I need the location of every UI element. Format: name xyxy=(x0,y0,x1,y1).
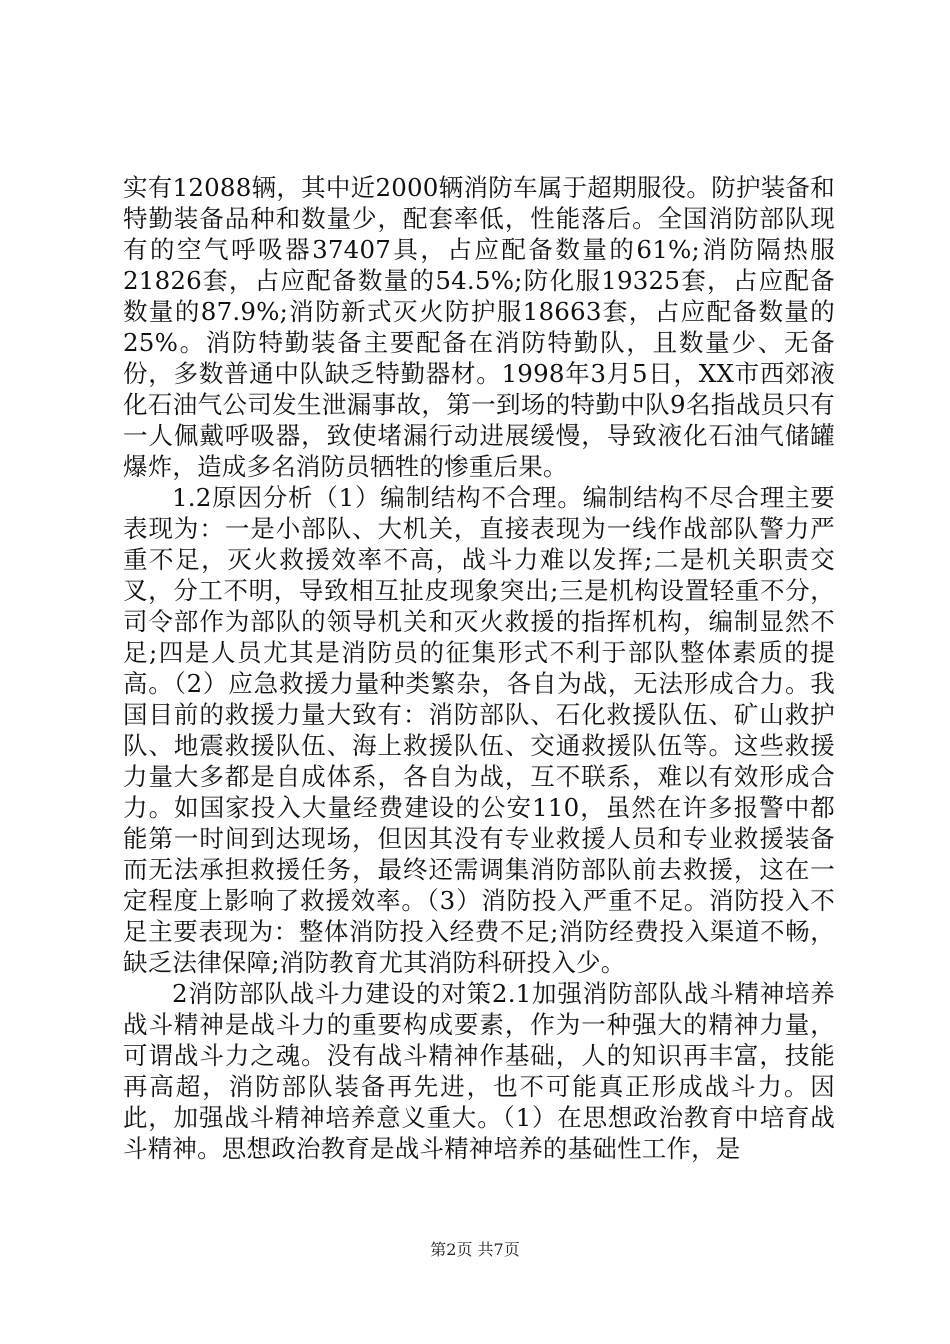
paragraph-cause-analysis: 1.2原因分析（1）编制结构不合理。编制结构不尽合理主要表现为：一是小部队、大机关，直接表现为一线作战部队警力严重不足，灭火救援效率不高，战斗力难以发挥;二是机关职责交叉，分工不明，导致相互扯皮现象突出;三是机构设置轻重不分，司令部作为部队的领导机关和灭火救援的指挥机构，编制显然不足;四是人员尤其是消防员的征集形式不利于部队整体素质的提高。（2）应急救援力量种类繁杂，各自为战，无法形成合力。我国目前的救援力量大致有：消防部队、石化救援队伍、矿山救护队、地震救援队伍、海上救援队伍、交通救援队伍等。这些救援力量大多都是自成体系，各自为战，互不联系，难以有效形成合力。如国家投入大量经费建设的公安110，虽然在许多报警中都能第一时间到达现场，但因其没有专业救援人员和专业救援装备而无法承担救援任务，最终还需调集消防部队前去救援，这在一定程度上影响了救援效率。（3）消防投入严重不足。消防投入不足主要表现为：整体消防投入经费不足;消防经费投入渠道不畅，缺乏法律保障;消防教育尤其消防科研投入少。 xyxy=(123,483,835,977)
document-body xyxy=(123,172,835,1164)
paragraph-equipment-shortage: 实有12088辆，其中近2000辆消防车属于超期服役。防护装备和特勤装备品种和数量少，配套率低，性能落后。全国消防部队现有的空气呼吸器37407具，占应配备数量的61%;消防隔热服21826套，占应配备数量的54.5%;防化服19325套，占应配备数量的87.9%;消防新式灭火防护服18663套，占应配备数量的25%。消防特勤装备主要配备在消防特勤队，且数量少、无备份，多数普通中队缺乏特勤器材。1998年3月5日，XX市西郊液化石油气公司发生泄漏事故，第一到场的特勤中队9名指战员只有一人佩戴呼吸器，致使堵漏行动进展缓慢，导致液化石油气储罐爆炸，造成多名消防员牺牲的惨重后果。 xyxy=(123,173,835,481)
page-footer xyxy=(0,1240,950,1260)
page-number-label: 第2页 共7页 xyxy=(430,1240,520,1259)
paragraph-countermeasures: 2消防部队战斗力建设的对策2.1加强消防部队战斗精神培养战斗精神是战斗力的重要构成要素，作为一种强大的精神力量，可谓战斗力之魂。没有战斗精神作基础，人的知识再丰富，技能再高超，消防部队装备再先进，也不可能真正形成战斗力。因此，加强战斗精神培养意义重大。（1）在思想政治教育中培育战斗精神。思想政治教育是战斗精神培养的基础性工作，是 xyxy=(123,979,835,1163)
